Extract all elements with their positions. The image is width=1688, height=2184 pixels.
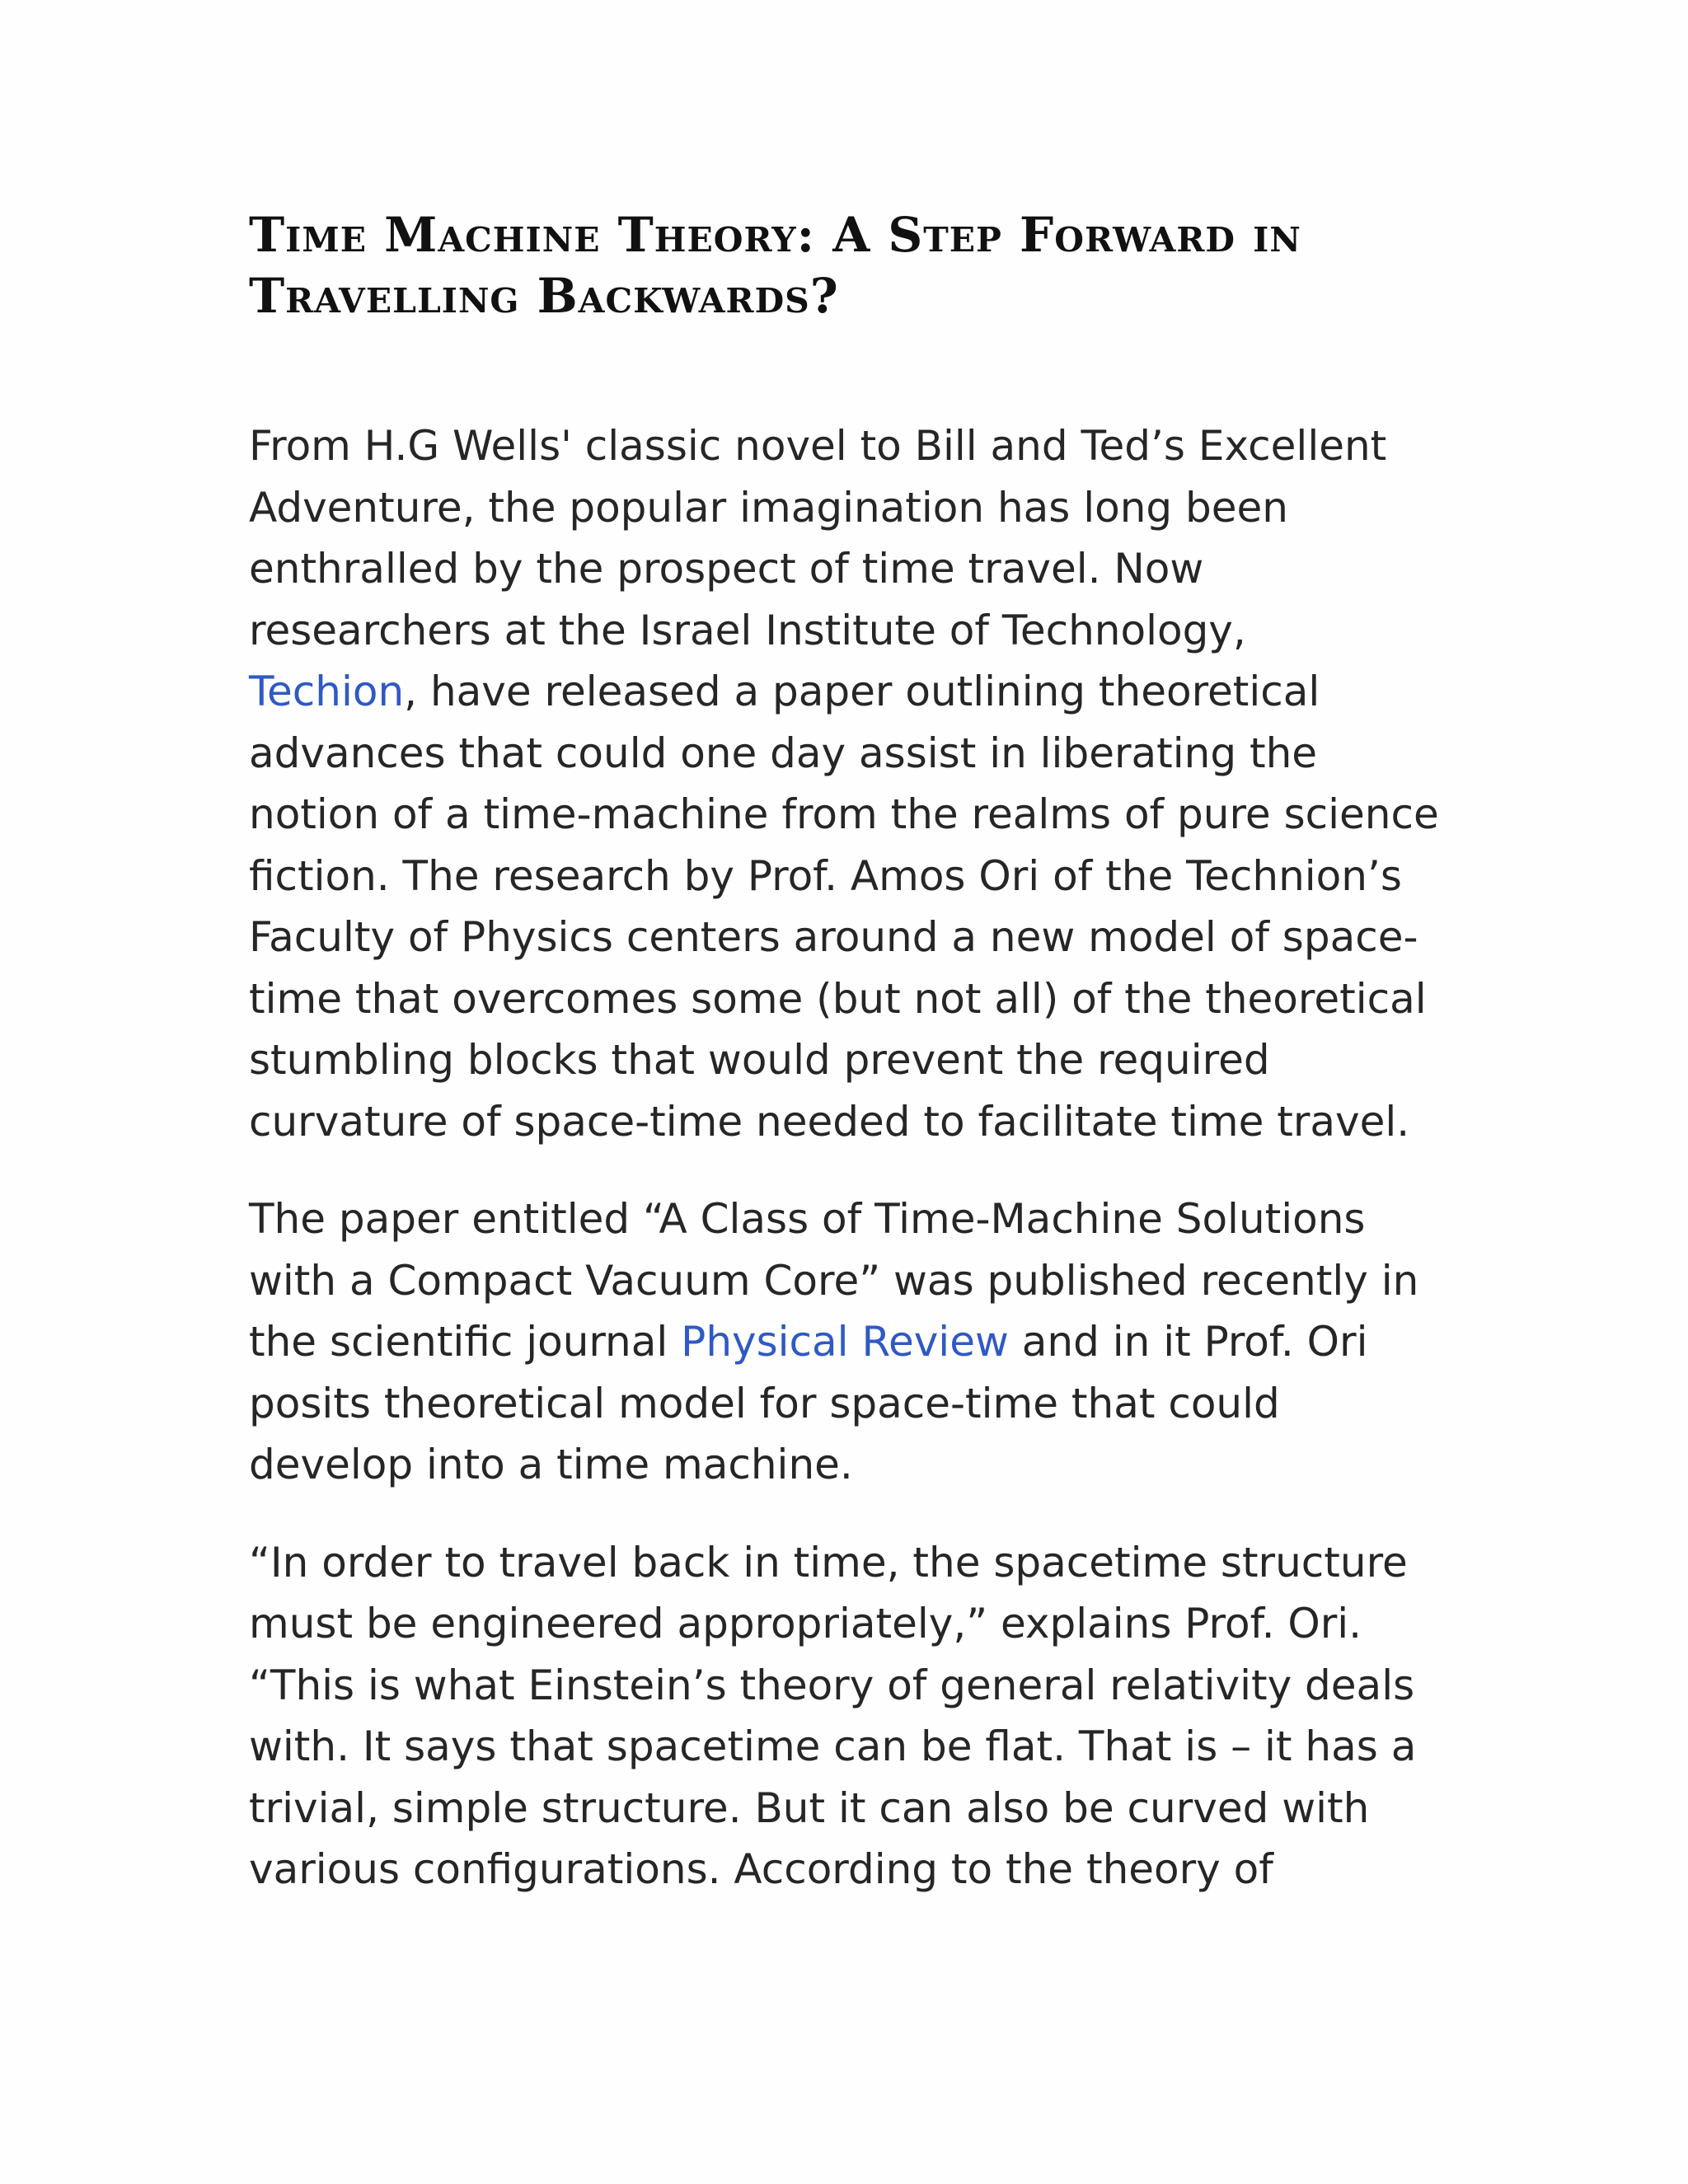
title-line: Time Machine Theory: A Step Forward in [249, 207, 1301, 263]
paragraph-quote [249, 1532, 1452, 1900]
paragraph-paper [249, 1188, 1452, 1496]
text-fragment: , have released a paper outlining theoretical [404, 668, 1320, 715]
article-content [249, 204, 1452, 1900]
text-line: fiction. The research by Prof. Amos Ori of the Technion’s [249, 851, 1402, 900]
text-line: The paper entitled “A Class of Time-Machine Solutions [249, 1195, 1366, 1243]
article-title [249, 204, 1452, 326]
text-line: researchers at the Israel Institute of Technology, [249, 606, 1246, 654]
text-line: “This is what Einstein’s theory of general relativity deals [249, 1661, 1415, 1709]
article-body [249, 415, 1452, 1900]
text-line: notion of a time-machine from the realms of pure science [249, 790, 1439, 838]
text-line: develop into a time machine. [249, 1441, 853, 1488]
text-line: “In order to travel back in time, the spacetime structure [249, 1538, 1408, 1586]
text-line: Adventure, the popular imagination has long been [249, 483, 1288, 532]
text-fragment: and in it Prof. Ori [1008, 1318, 1368, 1366]
text-line: time that overcomes some (but not all) of the theoretical [249, 974, 1427, 1023]
text-line: trivial, simple structure. But it can also be curved with [249, 1783, 1370, 1832]
text-line: enthralled by the prospect of time travel. Now [249, 545, 1204, 593]
text-line: From H.G Wells' classic novel to Bill and Ted’s Excellent [249, 422, 1387, 470]
text-fragment: the scientific journal [249, 1318, 682, 1366]
text-line [249, 1311, 1452, 1373]
text-line: with a Compact Vacuum Core” was published recently in [249, 1256, 1419, 1305]
text-line: various configurations. According to the theory of [249, 1845, 1273, 1893]
techion-link[interactable]: Techion [249, 668, 405, 715]
text-line: Faculty of Physics centers around a new model of space- [249, 913, 1418, 961]
text-line [249, 661, 1452, 723]
paragraph-intro [249, 415, 1452, 1152]
text-line: posits theoretical model for space-time that could [249, 1379, 1280, 1427]
title-line: Travelling Backwards? [249, 268, 839, 324]
text-line: must be engineered appropriately,” explains Prof. Ori. [249, 1600, 1362, 1647]
text-line: with. It says that spacetime can be flat. That is – it has a [249, 1722, 1417, 1770]
physical-review-link[interactable]: Physical Review [681, 1318, 1009, 1366]
text-line: curvature of space-time needed to facilitate time travel. [249, 1097, 1410, 1146]
text-line: advances that could one day assist in liberating the [249, 729, 1318, 777]
text-line: stumbling blocks that would prevent the required [249, 1036, 1270, 1084]
